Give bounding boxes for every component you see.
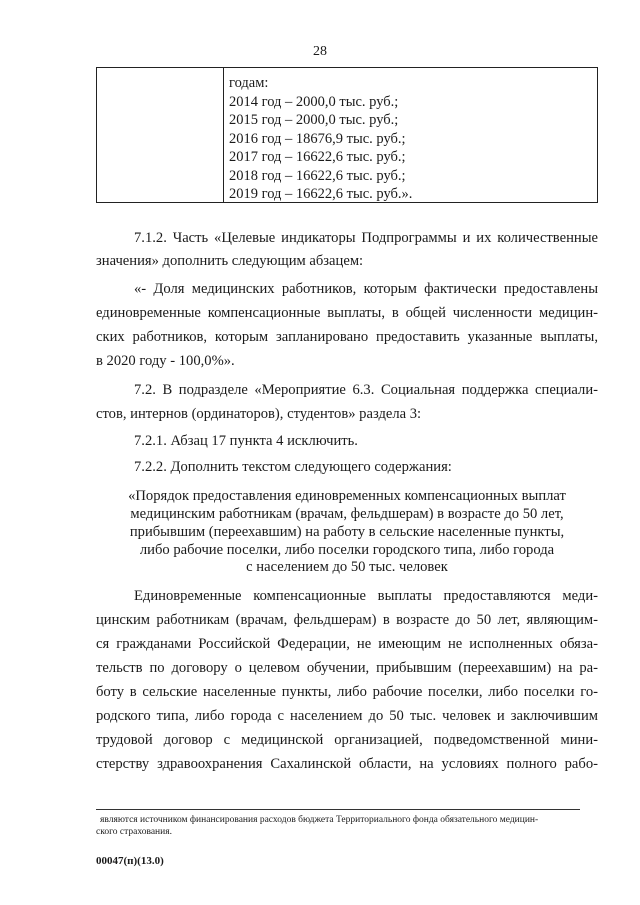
table-line: годам:	[229, 75, 269, 91]
paragraph-line: родского типа, либо города с населением до 50 тыс. человек и заключившим	[96, 708, 598, 724]
paragraph-line: цинским работникам (врачам, фельдшерам) в возрасте до 50 лет, являющим-	[96, 612, 598, 628]
table-line: 2018 год – 16622,6 тыс. руб.;	[229, 167, 406, 184]
paragraph-line: 7.2. В подразделе «Мероприятие 6.3. Социальная поддержка специали-	[134, 382, 598, 398]
footnote-line: ского страхования.	[96, 827, 172, 837]
table-right-cell	[229, 74, 412, 204]
section-heading-line: медицинским работникам (врачам, фельдшерам) в возрасте до 50 лет,	[130, 506, 564, 522]
paragraph-line: тельств по договору о целевом обучении, прибывшим (переехавшим) на ра-	[96, 660, 598, 676]
paragraph-line: ся гражданами Российской Федерации, не имеющим не исполненных обяза-	[96, 636, 598, 652]
paragraph-line: боту в сельские населенные пункты, либо рабочие поселки, либо поселки го-	[96, 684, 598, 700]
paragraph-line: в 2020 году - 100,0%».	[96, 353, 235, 369]
paragraph-line: Единовременные компенсационные выплаты предоставляются меди-	[134, 588, 598, 604]
paragraph-line: 7.2.1. Абзац 17 пункта 4 исключить.	[134, 433, 358, 449]
paragraph-line: значения» дополнить следующим абзацем:	[96, 253, 364, 269]
section-heading-line: «Порядок предоставления единовременных компенсационных выплат	[128, 488, 566, 504]
paragraph-line: 7.2.2. Дополнить текстом следующего содержания:	[134, 459, 452, 475]
funding-table	[96, 67, 598, 203]
paragraph-line: «- Доля медицинских работников, которым фактически предоставлены	[134, 281, 598, 297]
footnote-line: являются источником финансирования расходов бюджета Территориального фонда обязательного медицин-	[100, 815, 539, 825]
table-line: 2019 год – 16622,6 тыс. руб.».	[229, 186, 413, 202]
page-number: 28	[313, 44, 327, 59]
paragraph-line: стерству здравоохранения Сахалинской области, на условиях полного рабо-	[96, 756, 598, 772]
section-heading-line: прибывшим (переехавшим) на работу в сельские населенные пункты,	[129, 524, 565, 540]
table-line: 2015 год – 2000,0 тыс. руб.;	[229, 112, 399, 128]
section-heading-line: либо рабочие поселки, либо поселки городского типа, либо города	[139, 542, 555, 558]
paragraph-line: ских работников, которым запланировано предоставить указанные выплаты,	[96, 329, 598, 345]
footnote-separator	[96, 809, 580, 810]
table-line: 2017 год – 16622,6 тыс. руб.;	[229, 149, 406, 165]
paragraph-line: стов, интернов (ординаторов), студентов» раздела 3:	[96, 406, 422, 422]
paragraph-line: единовременные компенсационные выплаты, в общей численности медицин-	[96, 305, 598, 321]
section-heading-line: с населением до 50 тыс. человек	[246, 559, 448, 575]
document-code: 00047(п)(13.0)	[96, 855, 164, 867]
table-left-cell	[97, 68, 224, 202]
paragraph-line: трудовой договор с медицинской организацией, подведомственной мини-	[96, 732, 598, 748]
paragraph-line: 7.1.2. Часть «Целевые индикаторы Подпрограммы и их количественные	[134, 230, 598, 246]
table-line: 2014 год – 2000,0 тыс. руб.;	[229, 93, 399, 110]
table-line: 2016 год – 18676,9 тыс. руб.;	[229, 130, 406, 147]
